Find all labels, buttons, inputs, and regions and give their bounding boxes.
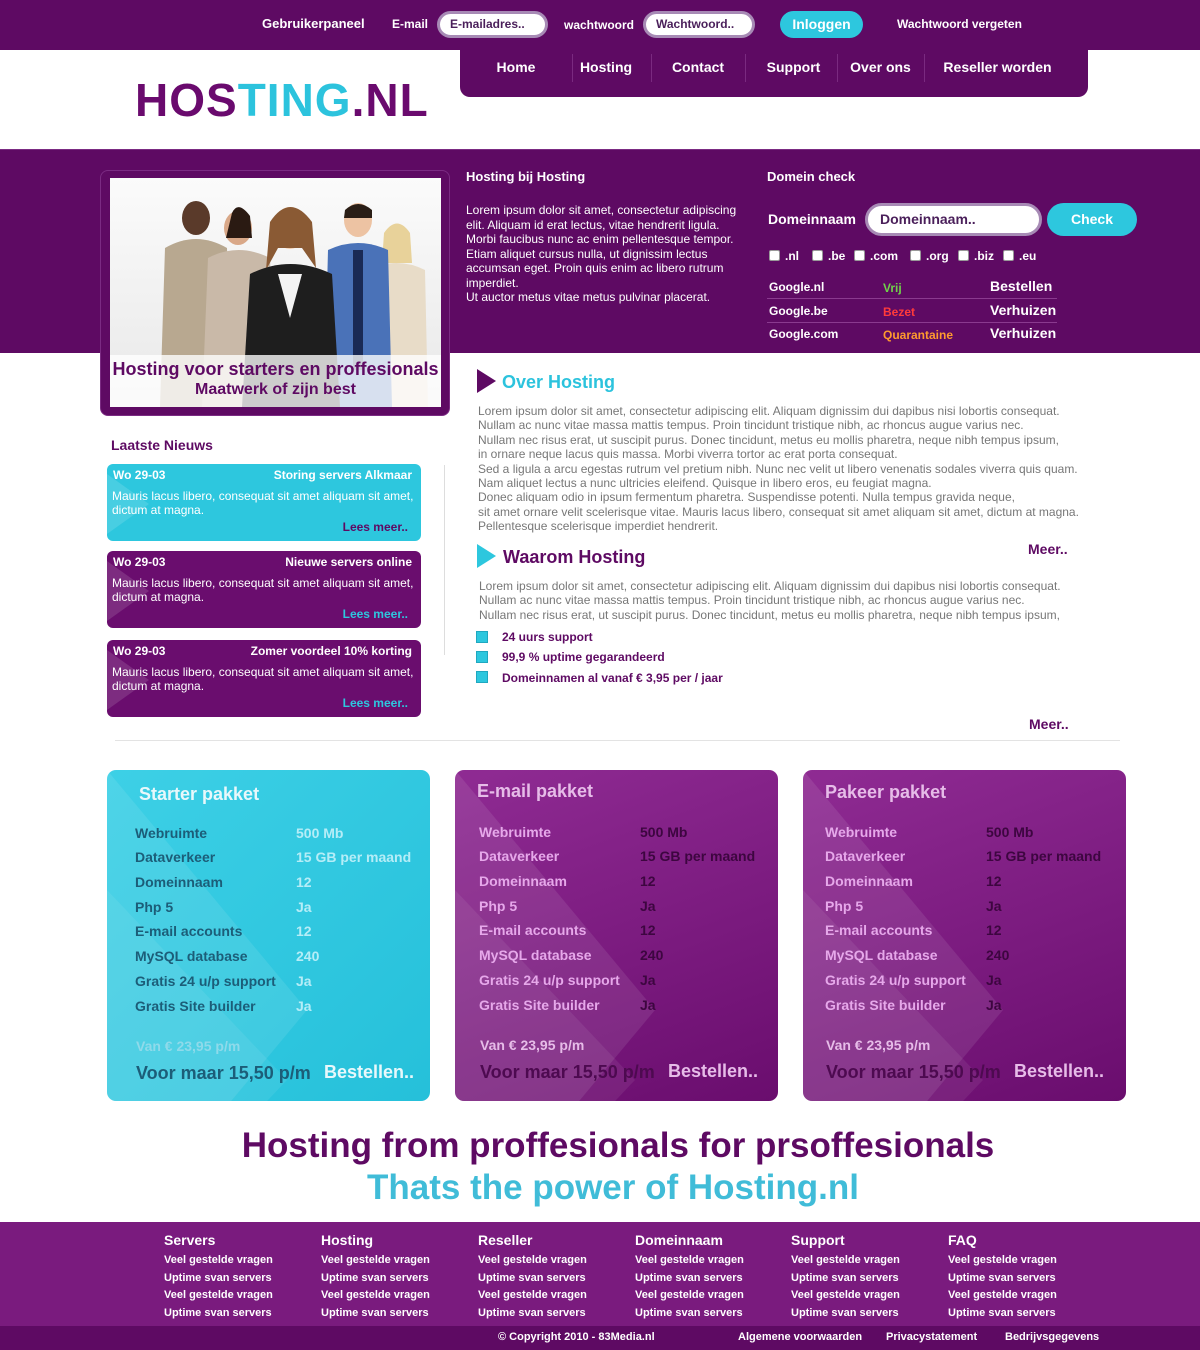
- section-arrow-icon: [477, 544, 496, 568]
- footer-link[interactable]: Veel gestelde vragen: [478, 1254, 587, 1266]
- package-feature-value: Ja: [986, 997, 1002, 1013]
- read-more-link[interactable]: Lees meer..: [342, 607, 408, 621]
- package-feature-value: 12: [296, 874, 312, 890]
- package-price: Voor maar 15,50 p/m: [136, 1063, 311, 1083]
- package-feature-label: MySQL database: [479, 947, 592, 963]
- footer-column-faq: [948, 1232, 1098, 1324]
- domain-result-row: [767, 276, 1057, 299]
- package-feature-value: 240: [296, 948, 320, 964]
- package-feature-label: Dataverkeer: [135, 849, 216, 865]
- tld-label: .org: [926, 249, 949, 263]
- footer-link[interactable]: Uptime svan servers: [948, 1306, 1056, 1319]
- package-feature-label: Gratis 24 u/p support: [479, 972, 620, 988]
- package-price: Voor maar 15,50 p/m: [826, 1062, 1001, 1082]
- waarom-hosting-text: [479, 579, 1119, 622]
- package-feature-value: 500 Mb: [986, 824, 1034, 840]
- over-more-link[interactable]: Meer..: [1028, 541, 1068, 557]
- password-label: wachtwoord: [564, 18, 635, 32]
- package-feature-label: Domeinnaam: [825, 873, 913, 889]
- tagline-sub: Thats the power of Hosting.nl: [367, 1168, 859, 1207]
- section-divider: [115, 740, 1120, 741]
- package-feature-label: MySQL database: [135, 948, 248, 964]
- text-line: Nam aliquet lectus a nunc ultricies eleifend. Quisque in libero eros, eu feugiat magna.: [478, 476, 932, 491]
- package-old-price: Van € 23,95 p/m: [480, 1037, 585, 1053]
- news-item[interactable]: [107, 464, 421, 541]
- over-hosting-title: Over Hosting: [502, 372, 616, 392]
- text-line: Etiam aliquet cursus nulla, ut dignissim lectus: [466, 246, 708, 261]
- domain-label: Domeinnaam: [768, 211, 856, 227]
- domain-action-link[interactable]: Verhuizen: [990, 325, 1057, 341]
- footer-column-title: FAQ: [948, 1232, 977, 1248]
- password-field[interactable]: Wachtwoord..: [643, 11, 755, 38]
- footer-link[interactable]: Veel gestelde vragen: [948, 1254, 1057, 1266]
- domain-status: Vrij: [883, 281, 902, 295]
- tld-label: .com: [870, 249, 899, 263]
- tld-label: .nl: [785, 249, 799, 263]
- tld-checkbox-nl[interactable]: [769, 249, 799, 263]
- news-item[interactable]: [107, 551, 421, 628]
- package-feature-value: 15 GB per maand: [640, 848, 756, 864]
- domain-status: Quarantaine: [883, 328, 954, 342]
- news-body: Mauris lacus libero, consequat sit amet aliquam sit amet, dictum at magna.: [112, 576, 414, 604]
- footer-link[interactable]: Veel gestelde vragen: [791, 1254, 900, 1266]
- bullet-icon: [476, 651, 488, 663]
- package-feature-value: 12: [640, 873, 656, 889]
- footer-link[interactable]: Veel gestelde vragen: [635, 1289, 744, 1301]
- package-feature-value: Ja: [640, 997, 656, 1013]
- checkbox-icon: [854, 250, 865, 261]
- news-headline: Storing servers Alkmaar: [273, 468, 412, 482]
- package-old-price: Van € 23,95 p/m: [826, 1037, 931, 1053]
- tld-label: .biz: [974, 249, 994, 263]
- news-headline: Nieuwe servers online: [285, 555, 412, 569]
- check-button[interactable]: Check: [1047, 203, 1137, 236]
- package-feature-label: E-mail accounts: [479, 922, 587, 938]
- logo-text-1: HOS: [135, 74, 238, 126]
- package-feature-value: 15 GB per maand: [986, 848, 1102, 864]
- package-feature-value: Ja: [986, 898, 1002, 914]
- package-feature-label: E-mail accounts: [135, 923, 243, 939]
- order-button[interactable]: Bestellen..: [1014, 1061, 1105, 1081]
- package-feature-value: Ja: [986, 972, 1002, 988]
- over-hosting-text: [478, 404, 1118, 534]
- read-more-link[interactable]: Lees meer..: [342, 520, 408, 534]
- footer-link[interactable]: Uptime svan servers: [478, 1271, 586, 1284]
- hero-caption-subtitle: Maatwerk of zijn best: [195, 381, 356, 398]
- package-feature-value: 12: [986, 922, 1002, 938]
- bullet-icon: [476, 631, 488, 643]
- nav-hosting[interactable]: Hosting: [579, 59, 633, 75]
- text-line: Nullam nec risus erat, ut suscipit purus. Donec tincidunt, metus eu mollis pharetra, neque nibh tempus ipsum,: [479, 607, 1060, 622]
- package-feature-label: Webruimte: [825, 824, 898, 840]
- footer-column-hosting: [321, 1232, 471, 1324]
- domain-action-link[interactable]: Bestellen: [990, 278, 1053, 294]
- footer-link[interactable]: Uptime svan servers: [791, 1306, 899, 1319]
- package-feature-value: 500 Mb: [640, 824, 688, 840]
- checkbox-icon: [1003, 250, 1014, 261]
- text-line: sit amet ornare velit scelerisque vitae. Mauris lacus libero, consequat sit amet aliquam sit amet, dictum at magna.: [478, 504, 1079, 519]
- package-feature-label: Webruimte: [135, 825, 208, 841]
- nav-reseller[interactable]: Reseller worden: [943, 59, 1052, 75]
- footer-link[interactable]: Veel gestelde vragen: [321, 1289, 430, 1301]
- email-label: E-mail: [392, 17, 429, 31]
- hosting-bij-text: [466, 203, 746, 305]
- package-feature-label: Gratis 24 u/p support: [825, 972, 966, 988]
- tld-checkbox-be[interactable]: [812, 249, 845, 263]
- domain-status: Bezet: [883, 305, 916, 319]
- package-feature-label: Php 5: [825, 898, 864, 914]
- package-feature-label: Dataverkeer: [479, 848, 560, 864]
- domain-name: Google.be: [769, 304, 828, 318]
- text-line: Morbi faucibus nunc ac enim pellentesque tempor.: [466, 232, 734, 246]
- footer-link[interactable]: Uptime svan servers: [948, 1271, 1056, 1284]
- terms-link[interactable]: Algemene voorwaarden: [738, 1331, 863, 1343]
- package-feature-value: 240: [986, 947, 1010, 963]
- package-feature-label: Gratis Site builder: [825, 997, 946, 1013]
- footer-column-reseller: [478, 1232, 628, 1324]
- waarom-more-link[interactable]: Meer..: [1029, 716, 1069, 732]
- domain-result-row: [767, 323, 1057, 346]
- package-title: Starter pakket: [139, 784, 260, 804]
- footer-link[interactable]: Veel gestelde vragen: [164, 1289, 273, 1301]
- news-headline: Zomer voordeel 10% korting: [250, 644, 412, 658]
- forgot-password-link[interactable]: Wachtwoord vergeten: [897, 17, 1022, 31]
- domain-result-row: [767, 300, 1057, 323]
- logo-text-3: .NL: [351, 74, 429, 126]
- tld-checkbox-eu[interactable]: [1003, 249, 1036, 263]
- text-line: Nullam nec risus erat, ut suscipit purus. Donec tincidunt, metus eu mollis pharetra, neque nibh tempus ipsum,: [478, 432, 1059, 447]
- tld-label: .be: [828, 249, 846, 263]
- bullet-icon: [476, 671, 488, 683]
- package-feature-value: Ja: [296, 998, 312, 1014]
- footer-link[interactable]: Uptime svan servers: [321, 1306, 429, 1319]
- package-feature-label: Php 5: [479, 898, 518, 914]
- copyright-text: © Copyright 2010 - 83Media.nl: [498, 1331, 655, 1343]
- nav-over-ons[interactable]: Over ons: [850, 59, 911, 75]
- hero-caption-title: Hosting voor starters en proffesionals: [112, 359, 439, 379]
- section-arrow-icon: [477, 369, 496, 393]
- package-card-email: [455, 770, 778, 1101]
- domain-name: Google.com: [769, 327, 839, 341]
- footer-column-title: Hosting: [321, 1232, 374, 1248]
- footer-link[interactable]: Veel gestelde vragen: [164, 1254, 273, 1266]
- checkbox-icon: [769, 250, 780, 261]
- news-body: Mauris lacus libero, consequat sit amet aliquam sit amet, dictum at magna.: [112, 665, 414, 693]
- package-feature-label: Webruimte: [479, 824, 552, 840]
- feature-item: 24 uurs support: [502, 630, 593, 644]
- package-feature-label: Gratis 24 u/p support: [135, 973, 276, 989]
- text-line: imperdiet.: [466, 275, 519, 290]
- nav-support[interactable]: Support: [766, 59, 821, 75]
- footer-column-support: [791, 1232, 941, 1324]
- company-info-link[interactable]: Bedrijvsgegevens: [1005, 1331, 1100, 1343]
- footer-column-title: Domeinnaam: [635, 1232, 723, 1248]
- package-feature-value: Ja: [296, 973, 312, 989]
- text-line: Pellentesque scelerisque imperdiet hendrerit.: [478, 519, 719, 534]
- package-feature-value: 500 Mb: [296, 825, 344, 841]
- site-logo[interactable]: [135, 75, 429, 125]
- logo-text-2: TING: [237, 74, 352, 126]
- package-feature-label: Php 5: [135, 899, 174, 915]
- news-item[interactable]: [107, 640, 421, 717]
- footer-link[interactable]: Uptime svan servers: [635, 1271, 743, 1284]
- domain-name: Google.nl: [769, 280, 825, 294]
- footer-column-title: Support: [791, 1232, 845, 1248]
- checkbox-icon: [812, 250, 823, 261]
- order-button[interactable]: Bestellen..: [668, 1061, 759, 1081]
- checkbox-icon: [958, 250, 969, 261]
- package-feature-value: Ja: [640, 898, 656, 914]
- text-line: Sed a ligula a arcu egestas rutrum vel pretium nibh. Nunc nec velit ut libero venenatis sodales viverra quis quam.: [478, 461, 1078, 476]
- nav-home[interactable]: Home: [496, 59, 536, 75]
- package-feature-value: 12: [640, 922, 656, 938]
- order-button[interactable]: Bestellen..: [324, 1062, 415, 1082]
- package-card-starter: [107, 770, 430, 1101]
- package-price: Voor maar 15,50 p/m: [480, 1062, 655, 1082]
- package-feature-label: Dataverkeer: [825, 848, 906, 864]
- news-title: Laatste Nieuws: [111, 437, 213, 453]
- text-line: Lorem ipsum dolor sit amet, consectetur adipiscing: [466, 203, 737, 217]
- feature-item: Domeinnamen al vanaf € 3,95 per / jaar: [502, 671, 723, 685]
- nav-contact[interactable]: Contact: [671, 59, 725, 75]
- text-line: Donec aliquam odio in ipsum fermentum pharetra. Suspendisse potenti. Nulla tempus gravida neque,: [478, 490, 1015, 505]
- footer-column-title: Servers: [164, 1232, 216, 1248]
- footer-link[interactable]: Uptime svan servers: [164, 1306, 272, 1319]
- footer-link[interactable]: Veel gestelde vragen: [635, 1254, 744, 1266]
- package-title: E-mail pakket: [477, 781, 594, 801]
- package-title: Pakeer pakket: [825, 782, 947, 802]
- domain-check-title: Domein check: [767, 169, 856, 184]
- footer-link[interactable]: Uptime svan servers: [635, 1306, 743, 1319]
- package-feature-value: Ja: [640, 972, 656, 988]
- text-line: Ut auctor metus vitae metus pulvinar placerat.: [466, 290, 711, 304]
- text-line: accumsan eget. Proin quis enim ac libero rutrum: [466, 261, 724, 275]
- package-feature-label: Gratis Site builder: [479, 997, 600, 1013]
- text-line: Lorem ipsum dolor sit amet, consectetur adipiscing elit. Aliquam dignissim dui dapibus nisi lobortis consequat.: [478, 404, 1060, 418]
- news-date: Wo 29-03: [113, 555, 166, 569]
- feature-item: 99,9 % uptime gegarandeerd: [502, 650, 665, 664]
- tld-checkbox-org[interactable]: [910, 249, 949, 263]
- tld-checkbox-com[interactable]: [854, 249, 898, 263]
- package-feature-value: 12: [986, 873, 1002, 889]
- checkbox-icon: [910, 250, 921, 261]
- text-line: Lorem ipsum dolor sit amet, consectetur adipiscing elit. Aliquam dignissim dui dapibus nisi lobortis consequat.: [479, 579, 1061, 593]
- news-date: Wo 29-03: [113, 644, 166, 658]
- hosting-bij-title: Hosting bij Hosting: [466, 169, 586, 184]
- tld-label: .eu: [1019, 249, 1037, 263]
- footer-column-servers: [164, 1232, 314, 1324]
- read-more-link[interactable]: Lees meer..: [342, 696, 408, 710]
- column-divider: [444, 465, 445, 655]
- package-card-pakeer: [803, 770, 1126, 1101]
- footer-link[interactable]: Veel gestelde vragen: [478, 1289, 587, 1301]
- package-feature-label: Domeinnaam: [135, 874, 223, 890]
- footer-link[interactable]: Uptime svan servers: [791, 1271, 899, 1284]
- text-line: Nullam ac nunc vitae massa mattis tempus. Proin tincidunt tristique nibh, ac rhoncus augue varius nec.: [478, 418, 1024, 433]
- user-panel-label: Gebruikerpaneel: [262, 16, 365, 31]
- package-old-price: Van € 23,95 p/m: [136, 1038, 241, 1054]
- package-feature-value: 240: [640, 947, 664, 963]
- footer-link[interactable]: Uptime svan servers: [321, 1271, 429, 1284]
- package-feature-value: 15 GB per maand: [296, 849, 412, 865]
- footer-link[interactable]: Uptime svan servers: [164, 1271, 272, 1284]
- package-feature-value: 12: [296, 923, 312, 939]
- footer-link[interactable]: Veel gestelde vragen: [321, 1254, 430, 1266]
- footer-link[interactable]: Veel gestelde vragen: [791, 1289, 900, 1301]
- tagline-main: Hosting from proffesionals for prsoffesionals: [241, 1126, 995, 1165]
- package-feature-label: Gratis Site builder: [135, 998, 256, 1014]
- package-feature-label: Domeinnaam: [479, 873, 567, 889]
- footer-column-domeinnaam: [635, 1232, 785, 1324]
- package-feature-label: E-mail accounts: [825, 922, 933, 938]
- news-body: Mauris lacus libero, consequat sit amet aliquam sit amet, dictum at magna.: [112, 489, 414, 517]
- main-nav: [460, 48, 1088, 97]
- text-line: Nullam ac nunc vitae massa mattis tempus. Proin tincidunt tristique nibh, ac rhoncus augue varius nec.: [479, 593, 1025, 608]
- login-button[interactable]: Inloggen: [780, 11, 863, 38]
- waarom-hosting-title: Waarom Hosting: [503, 547, 646, 567]
- text-line: in ornare neque lacus quis massa. Morbi viverra tortor ac erat porta consequat.: [478, 447, 898, 462]
- tld-checkbox-biz[interactable]: [958, 249, 994, 263]
- text-line: elit. Aliquam id erat lectus, vitae hendrerit ligula.: [466, 217, 720, 232]
- news-date: Wo 29-03: [113, 468, 166, 482]
- domain-action-link[interactable]: Verhuizen: [990, 302, 1057, 318]
- email-field[interactable]: E-mailadres..: [437, 11, 548, 38]
- package-feature-label: MySQL database: [825, 947, 938, 963]
- footer-link[interactable]: Veel gestelde vragen: [948, 1289, 1057, 1301]
- privacy-link[interactable]: Privacystatement: [886, 1331, 978, 1343]
- footer-link[interactable]: Uptime svan servers: [478, 1306, 586, 1319]
- package-feature-value: Ja: [296, 899, 312, 915]
- footer-column-title: Reseller: [478, 1232, 533, 1248]
- domain-input[interactable]: Domeinnaam..: [865, 203, 1042, 236]
